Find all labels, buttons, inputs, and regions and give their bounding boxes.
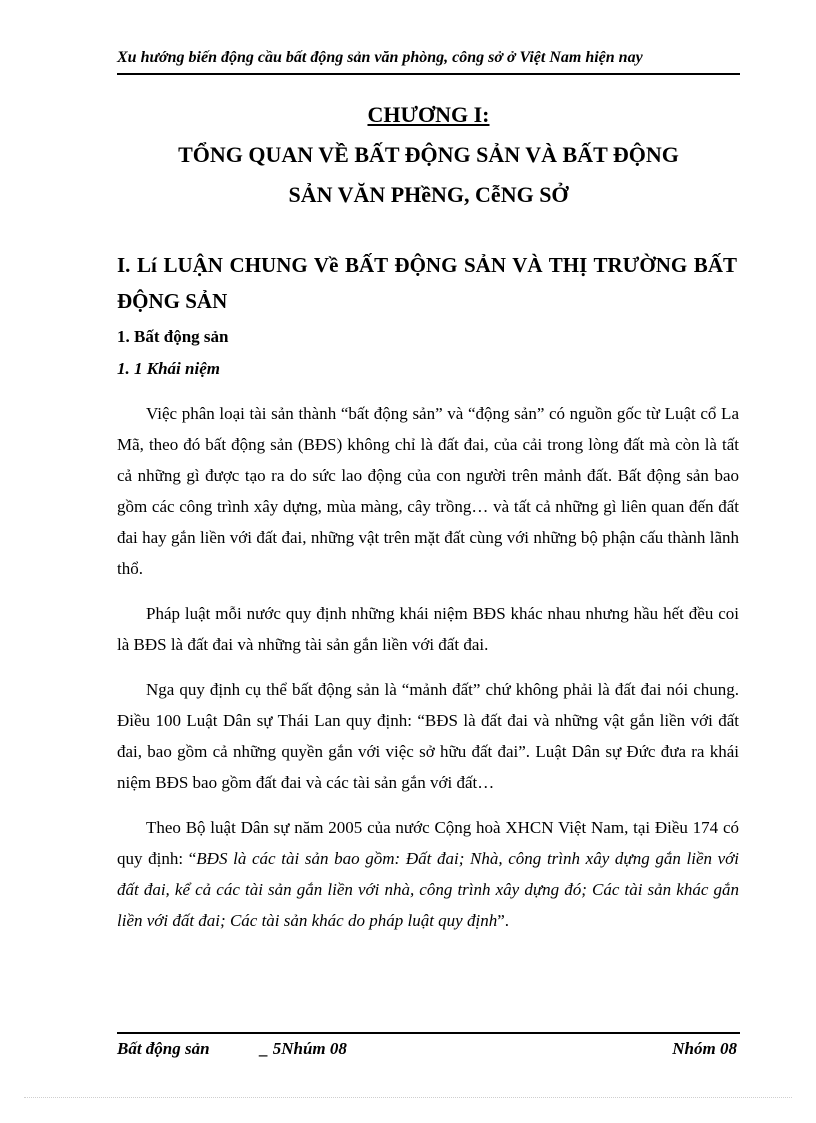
chapter-title-line2: SẢN VĂN PHềNG, CễNG SỞ <box>288 182 569 207</box>
paragraph-3: Nga quy định cụ thể bất động sản là “mảnh đất” chứ không phải là đất đai nói chung. Điều 100 Luật Dân sự Thái Lan quy định: “BĐS là đất đai và những vật gắn liền với đất đai, bao gồm cả những quyền gắn với việc sở hữu đất đai”. Luật Dân sự Đức đưa ra khái niệm BĐS bao gồm đất đai và các tài sản gắn với đất… <box>117 680 739 792</box>
footer-right: Nhóm 08 <box>672 1039 737 1058</box>
subsection-title: 1. Bất động sản <box>117 327 229 346</box>
chapter-number: CHƯƠNG I: <box>367 102 490 127</box>
paragraph-4-quote: BĐS là các tài sản bao gồm: Đất đai; Nhà, công trình xây dựng gắn liền với đất đai, kể cả các tài sản gắn liền với nhà, công trình xây dựng đó; Các tài sản khác gắn liền với đất đai; Các tài sản khác do pháp luật quy định <box>117 849 739 930</box>
subsubsection-title: 1. 1 Khái niệm <box>117 359 220 378</box>
paragraph-4-intro: Theo Bộ luật Dân sự năm 2005 của nước Cộng hoà XHCN Việt Nam, tại Điều 174 có quy định: “ <box>117 818 739 868</box>
footer-middle: _ 5Nhúm 08 <box>260 1039 347 1058</box>
footer-left: Bất động sản <box>117 1039 210 1058</box>
page-edge-dotted-line <box>24 1097 792 1098</box>
paragraph-4-end: ”. <box>497 911 509 930</box>
chapter-heading <box>117 95 740 215</box>
paragraph-1: Việc phân loại tài sản thành “bất động sản” và “động sản” có nguồn gốc từ Luật cổ La Mã, theo đó bất động sản (BĐS) không chỉ là đất đai, của cải trong lòng đất mà còn là tất cả những gì được tạo ra do sức lao động của con người trên mảnh đất. Bất động sản bao gồm các công trình xây dựng, mùa màng, cây trồng… và tất cả những gì liên quan đến đất đai hay gắn liền với đất đai, những vật trên mặt đất cùng với những bộ phận cấu thành lãnh thổ. <box>117 404 739 578</box>
section-title: I. Lí LUẬN CHUNG Về BẤT ĐỘNG SẢN VÀ THỊ TRƯỜNG BẤT ĐỘNG SẢN <box>117 253 737 313</box>
paragraph-4 <box>117 812 739 936</box>
running-header: Xu hướng biến động cầu bất động sản văn phòng, công sở ở Việt Nam hiện nay <box>117 49 643 66</box>
page-footer <box>117 1037 737 1061</box>
chapter-title-line1: TỔNG QUAN VỀ BẤT ĐỘNG SẢN VÀ BẤT ĐỘNG <box>178 142 679 167</box>
header-rule <box>117 73 740 75</box>
paragraph-2: Pháp luật mỗi nước quy định những khái niệm BĐS khác nhau nhưng hầu hết đều coi là BĐS là đất đai và những tài sản gắn liền với đất đai. <box>117 604 739 654</box>
body-text <box>117 398 739 950</box>
footer-rule <box>117 1032 740 1034</box>
